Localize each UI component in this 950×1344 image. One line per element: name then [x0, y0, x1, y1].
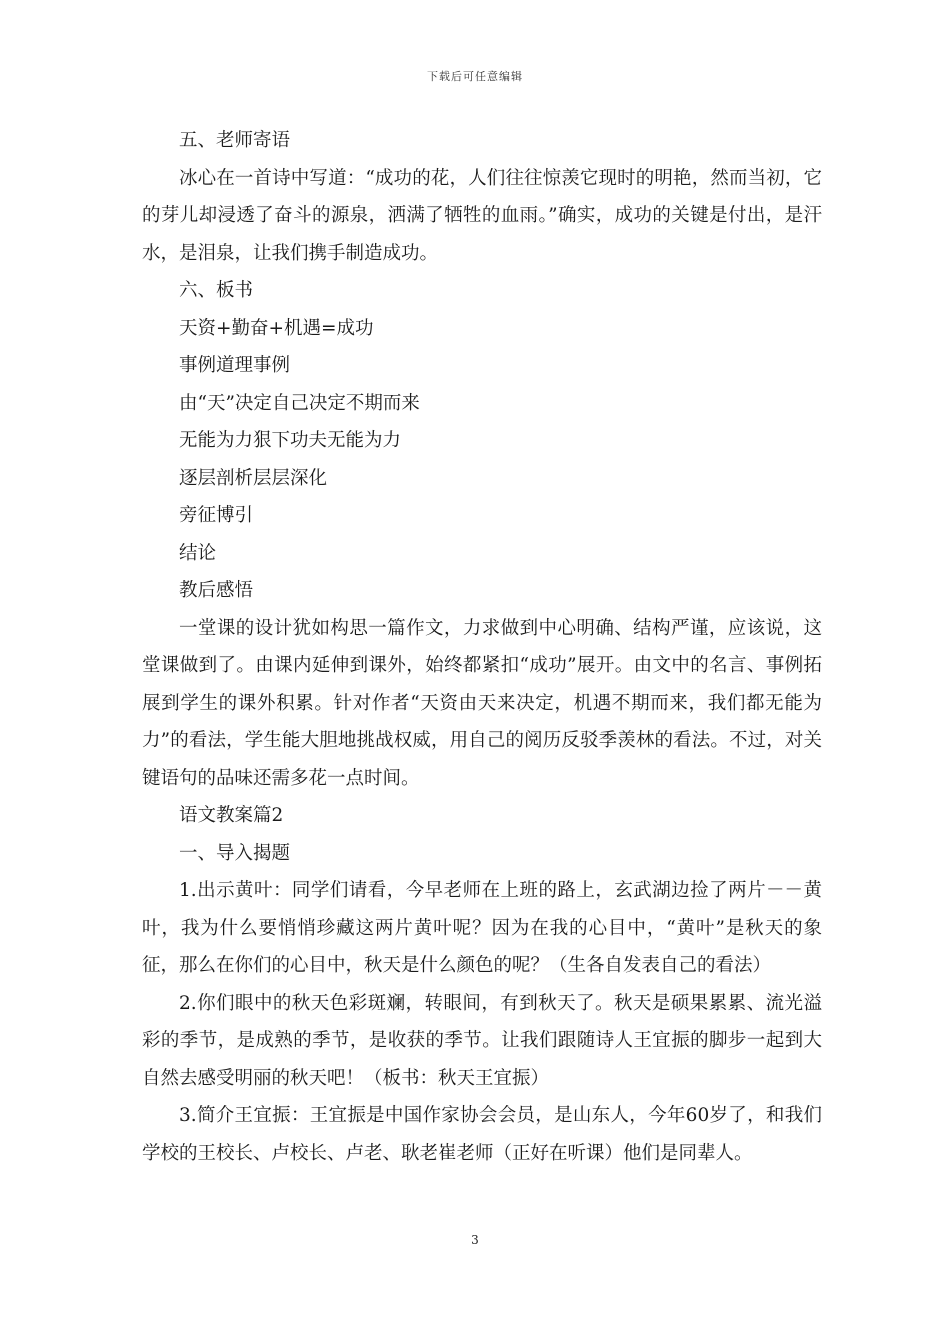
paragraph-reflection: 一堂课的设计犹如构思一篇作文，力求做到中心明确、结构严谨，应该说，这堂课做到了。由课内延伸到课外，始终都紧扣“成功”展开。由文中的名言、事例拓展到学生的课外积累。针对作者“天资由天来决定，机遇不期而来，我们都无能为力”的看法，学生能大胆地挑战权威，用自己的阅历反驳季羡林的看法。不过，对关键语句的品味还需多花一点时间。 [142, 617, 822, 789]
page-number: 3 [471, 1233, 479, 1247]
blackboard-line-examples: 事例道理事例 [179, 355, 291, 376]
blackboard-line-citation: 旁征博引 [179, 505, 254, 526]
paragraph-step-2: 2.你们眼中的秋天色彩斑斓，转眼间，有到秋天了。秋天是硕果累累、流光溢彩的季节，是成熟的季节，是收获的季节。让我们跟随诗人王宜振的脚步一起到大自然去感受明丽的秋天吧！（板书：秋天王宜振） [142, 992, 822, 1089]
paragraph-step-1: 1.出示黄叶：同学们请看，今早老师在上班的路上，玄武湖边捡了两片－－黄叶，我为什么要悄悄珍藏这两片黄叶呢？因为在我的心目中，“黄叶”是秋天的象征，那么在你们的心目中，秋天是什么颜色的呢？（生各自发表自己的看法） [142, 880, 822, 976]
section-heading-lesson-plan-2: 语文教案篇2 [179, 805, 284, 826]
paragraph-step-3: 3.简介王宜振：王宜振是中国作家协会会员，是山东人，今年60岁了，和我们学校的王校长、卢校长、卢老、耿老崔老师（正好在听课）他们是同辈人。 [142, 1105, 822, 1164]
blackboard-line-powerless: 无能为力狠下功夫无能为力 [179, 430, 402, 451]
section-heading-reflection: 教后感悟 [179, 580, 254, 601]
blackboard-line-conclusion: 结论 [179, 542, 217, 564]
section-heading-introduction: 一、导入揭题 [179, 842, 291, 864]
section-heading-teacher-message: 五、老师寄语 [179, 130, 291, 151]
paragraph-bingxin-quote: 冰心在一首诗中写道：“成功的花，人们往往惊羡它现时的明艳，然而当初，它的芽儿却浸透了奋斗的源泉，洒满了牺牲的血雨。”确实，成功的关键是付出，是汗水，是泪泉，让我们携手制造成功。 [142, 167, 822, 264]
blackboard-line-analysis: 逐层剖析层层深化 [179, 467, 328, 489]
section-heading-blackboard: 六、板书 [179, 280, 254, 301]
blackboard-line-formula: 天资+勤奋+机遇=成功 [179, 317, 374, 339]
blackboard-line-decided: 由“天”决定自己决定不期而来 [179, 392, 420, 414]
document-body [142, 122, 822, 1172]
header-note: 下载后可任意编辑 [427, 70, 523, 83]
